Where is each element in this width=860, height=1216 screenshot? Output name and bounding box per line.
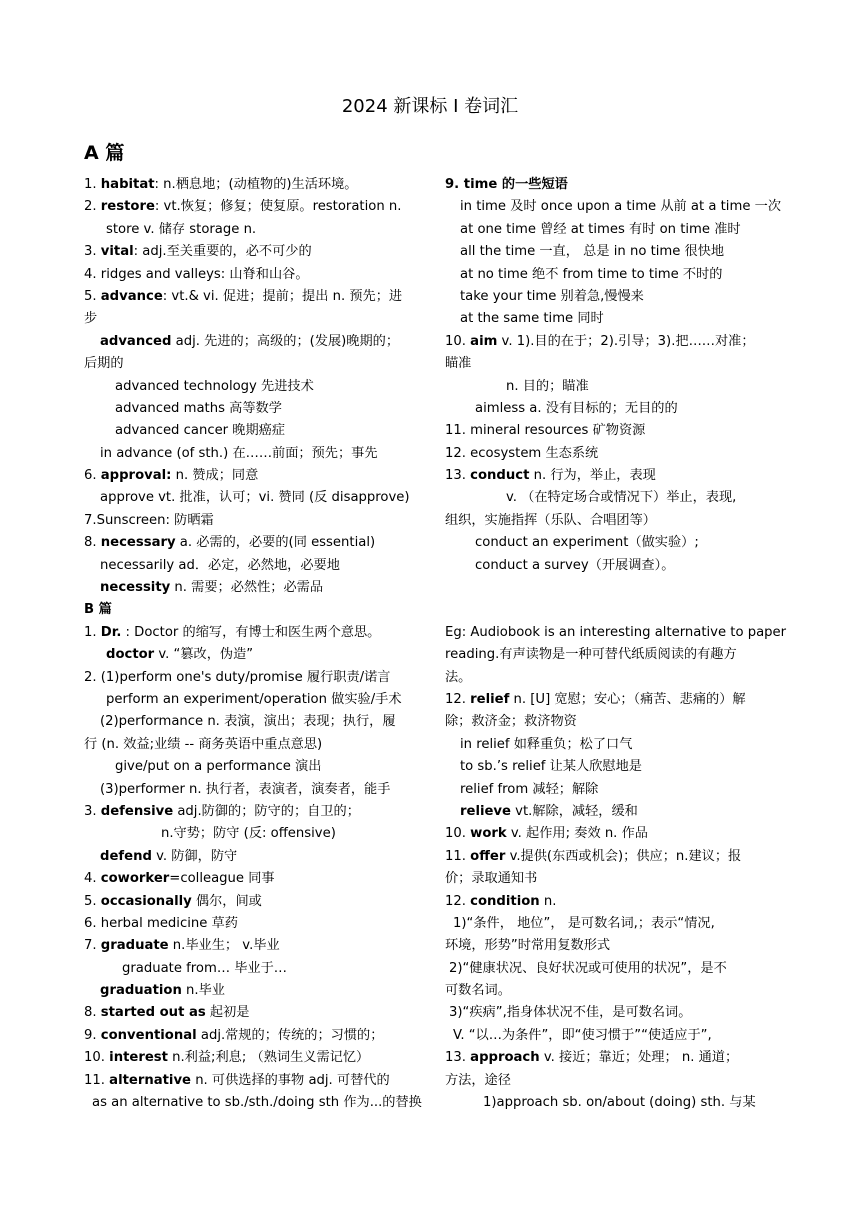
vocab-text: 11. mineral resources 矿物资源 xyxy=(445,423,646,439)
vocab-text: v. 起作用; 奏效 n. 作品 xyxy=(506,826,648,842)
vocab-line xyxy=(84,487,416,509)
vocab-text: : vt.& vi. 促进；提前；提出 n. 预先；进 xyxy=(162,288,403,304)
vocab-text: 10. xyxy=(84,1050,110,1066)
vocab-line xyxy=(84,1025,416,1047)
vocab-line xyxy=(84,510,416,532)
vocab-line xyxy=(84,935,416,957)
vocab-line xyxy=(445,286,777,308)
vocab-term: defend xyxy=(100,848,152,864)
vocab-text: 法。 xyxy=(445,669,472,685)
vocab-text: perform an experiment/operation 做实验/手术 xyxy=(106,691,402,707)
vocab-text: 9. xyxy=(84,1027,101,1043)
vocab-text: 价；录取通知书 xyxy=(445,871,538,887)
vocab-text: 6. herbal medicine 草药 xyxy=(84,915,238,931)
vocab-line xyxy=(84,779,416,801)
vocab-text: 偶尔，间或 xyxy=(191,893,262,909)
vocab-line xyxy=(84,868,416,890)
vocab-text: 1)approach sb. on/about (doing) sth. 与某 xyxy=(483,1095,756,1111)
vocab-text: as an alternative to sb./sth./doing sth 作为...的替换 xyxy=(92,1095,422,1111)
vocab-text: 6. xyxy=(84,468,101,484)
vocab-line xyxy=(445,174,777,196)
vocab-text: 7.Sunscreen: 防晒霜 xyxy=(84,512,214,528)
vocab-term: relief xyxy=(470,691,510,707)
vocab-term: occasionally xyxy=(100,893,192,909)
vocab-term: Dr. xyxy=(100,624,122,640)
vocab-term: habitat xyxy=(100,177,155,192)
vocab-term: relieve xyxy=(460,803,511,819)
vocab-term: defensive xyxy=(100,803,174,819)
vocab-term: conduct xyxy=(470,468,530,484)
vocab-line xyxy=(84,398,416,420)
vocab-text: 3. xyxy=(84,244,101,260)
vocab-line xyxy=(84,286,416,308)
vocab-line xyxy=(445,734,777,756)
vocab-text: v. 防御，防守 xyxy=(151,848,238,864)
vocab-term: necessary xyxy=(100,535,176,551)
vocab-text: n. 目的；瞄准 xyxy=(506,378,589,394)
vocab-text: n.毕业 xyxy=(181,983,225,999)
vocab-text: necessarily ad．必定，必然地，必要地 xyxy=(100,557,340,573)
vocab-text: advanced cancer 晚期癌症 xyxy=(115,423,286,439)
vocab-line xyxy=(445,487,777,509)
vocab-text: v. （在特定场合或情况下）举止，表现, xyxy=(506,490,737,506)
vocab-line xyxy=(445,913,777,935)
vocab-line xyxy=(84,622,416,644)
vocab-text: to sb.’s relief 让某人欣慰地是 xyxy=(460,759,642,775)
vocab-text: 8. xyxy=(84,1005,101,1021)
vocab-term: interest xyxy=(109,1050,168,1066)
vocab-text: give/put on a performance 演出 xyxy=(115,759,322,775)
left-column xyxy=(84,174,422,1114)
vocab-text: 7. xyxy=(84,938,101,954)
vocab-line xyxy=(445,667,777,689)
vocab-text: reading.有声读物是一种可替代纸质阅读的有趣方 xyxy=(445,647,737,663)
vocab-text: relief from 减轻；解除 xyxy=(460,781,599,797)
vocab-line xyxy=(84,756,416,778)
vocab-text: store v. 储存 storage n. xyxy=(106,221,257,237)
vocab-text: 3)“疾病”,指身体状况不佳，是可数名词。 xyxy=(449,1005,692,1021)
vocab-text: at one time 曾经 at times 有时 on time 准时 xyxy=(460,221,741,237)
vocab-line xyxy=(445,196,782,218)
vocab-text: 12. ecosystem 生态系统 xyxy=(445,445,599,461)
vocab-text: (3)performer n. 执行者，表演者，演奏者，能手 xyxy=(100,781,391,797)
vocab-text: at no time 绝不 from time to time 不时的 xyxy=(460,266,723,282)
vocab-line xyxy=(445,555,777,577)
vocab-text: n.利益;利息; （熟词生义需记忆） xyxy=(167,1050,370,1066)
vocab-line xyxy=(84,308,416,330)
vocab-line xyxy=(445,353,777,375)
vocab-line xyxy=(84,241,416,263)
vocab-text: adj.常规的；传统的；习惯的； xyxy=(196,1027,384,1043)
vocab-line xyxy=(84,667,416,689)
vocab-line xyxy=(445,1070,777,1092)
vocab-text: in time 及时 once upon a time 从前 at a time 一次 xyxy=(460,199,782,215)
vocab-text: 4. xyxy=(84,871,101,887)
vocab-text: aimless a. 没有目标的；无目的的 xyxy=(475,400,678,416)
vocab-text: 2. (1)perform one's duty/promise 履行职责/诺言 xyxy=(84,669,391,685)
vocab-text: n. 可供选择的事物 adj. 可替代的 xyxy=(191,1072,390,1088)
vocab-text: V. “以…为条件”，即“使习惯于”“使适应于”, xyxy=(453,1027,712,1043)
vocab-line xyxy=(445,376,777,398)
vocab-text: take your time 别着急,慢慢来 xyxy=(460,288,644,304)
vocab-text: 1)“条件， 地位”， 是可数名词,；表示“情况, xyxy=(453,915,715,931)
vocab-line xyxy=(84,689,416,711)
vocab-line xyxy=(84,734,416,756)
vocab-text: advanced maths 高等数学 xyxy=(115,400,282,416)
vocab-term: doctor xyxy=(106,647,155,663)
vocab-line xyxy=(84,823,416,845)
vocab-text: n.守势；防守 (反: offensive) xyxy=(161,826,336,842)
vocab-line xyxy=(445,398,777,420)
vocab-text: at the same time 同时 xyxy=(460,311,604,327)
vocab-text: graduate from… 毕业于… xyxy=(122,960,287,976)
vocab-term: B 篇 xyxy=(84,602,112,618)
vocab-text: : n.栖息地；(动植物的)生活环境。 xyxy=(154,177,358,192)
vocab-line xyxy=(84,465,416,487)
vocab-term: 9. time 的一些短语 xyxy=(445,177,568,192)
vocab-line xyxy=(445,241,777,263)
vocab-term: coworker xyxy=(100,871,170,887)
vocab-line xyxy=(84,1047,416,1069)
vocab-term: aim xyxy=(470,333,498,349)
vocab-text: conduct a survey（开展调查）。 xyxy=(475,557,675,573)
vocab-term: graduate xyxy=(100,938,169,954)
vocab-text: approve vt. 批准，认可；vi. 赞同 (反 disapprove) xyxy=(100,490,410,506)
vocab-line xyxy=(445,622,787,644)
vocab-text: 8. xyxy=(84,535,101,551)
vocab-term: necessity xyxy=(100,580,171,596)
vocab-text: 11. xyxy=(445,848,471,864)
vocab-text: 步 xyxy=(84,311,98,327)
vocab-text: 起初是 xyxy=(205,1005,250,1021)
vocab-line xyxy=(445,756,777,778)
vocab-text: n. xyxy=(539,893,557,909)
vocab-text: 3. xyxy=(84,803,101,819)
vocab-text: 5. xyxy=(84,288,101,304)
vocab-line xyxy=(445,868,777,890)
vocab-line xyxy=(445,1092,777,1114)
vocab-text: 10. xyxy=(445,826,471,842)
vocab-term: advance xyxy=(100,288,163,304)
vocab-line xyxy=(445,935,777,957)
vocab-line xyxy=(84,420,416,442)
vocab-line xyxy=(445,779,777,801)
vocab-line xyxy=(84,1002,416,1024)
vocab-line xyxy=(445,420,777,442)
vocab-line xyxy=(445,331,777,353)
vocab-text: =colleague 同事 xyxy=(169,871,275,887)
vocab-term: condition xyxy=(470,893,540,909)
vocab-line xyxy=(445,644,777,666)
vocab-line xyxy=(84,174,416,196)
vocab-line xyxy=(84,711,416,733)
vocab-text: 13. xyxy=(445,468,471,484)
vocab-text: 10. xyxy=(445,333,471,349)
vocab-line xyxy=(445,711,777,733)
vocab-line xyxy=(445,532,777,554)
vocab-text: 1. xyxy=(84,624,101,640)
vocab-text: 行 (n. 效益;业绩 -- 商务英语中重点意思) xyxy=(84,736,323,752)
vocab-text: v.提供(东西或机会)；供应；n.建议；报 xyxy=(505,848,742,864)
vocab-line xyxy=(445,219,777,241)
vocab-line xyxy=(445,1002,777,1024)
page-title: 2024 新课标 I 卷词汇 xyxy=(341,96,519,117)
vocab-line xyxy=(445,689,777,711)
section-a-heading: A 篇 xyxy=(84,142,125,164)
vocab-text: 后期的 xyxy=(84,356,124,372)
vocab-text: vt.解除，减轻，缓和 xyxy=(510,803,638,819)
vocab-line xyxy=(445,599,777,621)
vocab-line xyxy=(445,823,777,845)
vocab-line xyxy=(84,219,416,241)
vocab-text: v. 接近；靠近；处理； n. 通道； xyxy=(539,1050,739,1066)
vocab-term: advanced xyxy=(100,333,172,349)
vocab-line xyxy=(84,353,416,375)
right-column xyxy=(445,174,787,1114)
vocab-line xyxy=(445,958,777,980)
vocab-line xyxy=(445,264,777,286)
vocab-text: 13. xyxy=(445,1050,471,1066)
vocab-text: in advance (of sth.) 在……前面；预先；事先 xyxy=(100,445,378,461)
vocab-term: vital xyxy=(100,244,134,260)
vocab-text: 组织，实施指挥（乐队、合唱团等） xyxy=(445,512,656,528)
vocab-text: 1. xyxy=(84,177,101,192)
vocab-line xyxy=(84,577,416,599)
vocab-text: 4. ridges and valleys: 山脊和山谷。 xyxy=(84,266,309,282)
vocab-text: n. 行为，举止，表现 xyxy=(529,468,656,484)
vocab-text: 2)“健康状况、良好状况或可使用的状况”，是不 xyxy=(449,960,727,976)
vocab-text: v. 1).目的在于；2).引导；3).把……对准； xyxy=(497,333,755,349)
vocab-term: offer xyxy=(470,848,506,864)
vocab-line xyxy=(84,644,416,666)
vocab-text: a. 必需的，必要的(同 essential) xyxy=(175,535,376,551)
vocab-text: : adj.至关重要的，必不可少的 xyxy=(133,244,312,260)
vocab-term: work xyxy=(470,826,507,842)
vocab-line xyxy=(84,891,416,913)
vocab-term: approach xyxy=(470,1050,540,1066)
vocab-text: (2)performance n. 表演，演出；表现；执行，履 xyxy=(100,714,396,730)
vocab-line xyxy=(84,264,416,286)
vocab-text: conduct an experiment（做实验）; xyxy=(475,535,699,551)
vocab-term: started out as xyxy=(100,1005,206,1021)
vocab-line xyxy=(84,1070,416,1092)
vocab-term: conventional xyxy=(100,1027,197,1043)
section-heading xyxy=(84,599,416,621)
vocab-text: 除；救济金；救济物资 xyxy=(445,714,577,730)
vocab-text: : Doctor 的缩写，有博士和医生两个意思。 xyxy=(121,624,381,640)
vocab-text: n.毕业生； v.毕业 xyxy=(168,938,280,954)
vocab-line xyxy=(84,846,416,868)
vocab-text: 12. xyxy=(445,893,471,909)
vocab-text: 方法，途径 xyxy=(445,1072,511,1088)
vocab-text: Eg: Audiobook is an interesting alternative to paper xyxy=(445,624,787,640)
vocab-line xyxy=(84,980,416,1002)
vocab-text: v. “篡改，伪造” xyxy=(154,647,254,663)
vocab-line xyxy=(84,555,416,577)
vocab-line xyxy=(84,331,416,353)
vocab-text: 瞄准 xyxy=(445,356,472,372)
vocab-text: 5. xyxy=(84,893,101,909)
vocab-line xyxy=(445,465,777,487)
vocab-line xyxy=(445,577,777,599)
vocab-line xyxy=(84,376,416,398)
vocab-text: 环境，形势”时常用复数形式 xyxy=(445,938,611,954)
vocab-text: 2. xyxy=(84,199,101,215)
vocab-line xyxy=(445,801,777,823)
vocab-text: adj.防御的；防守的；自卫的； xyxy=(173,803,360,819)
vocab-term: graduation xyxy=(100,983,182,999)
vocab-text: : vt.恢复；修复；使复原。restoration n. xyxy=(154,199,402,215)
vocab-line xyxy=(84,196,416,218)
vocab-text: in relief 如释重负；松了口气 xyxy=(460,736,633,752)
vocab-line xyxy=(84,443,416,465)
vocab-text: n. 赞成；同意 xyxy=(171,468,259,484)
vocab-line xyxy=(445,980,777,1002)
vocab-line xyxy=(445,891,777,913)
vocab-text: 11. xyxy=(84,1072,110,1088)
vocab-line xyxy=(84,801,416,823)
vocab-line xyxy=(445,443,777,465)
vocab-text: advanced technology 先进技术 xyxy=(115,378,314,394)
vocab-line xyxy=(84,532,416,554)
vocab-line xyxy=(84,958,416,980)
vocab-line xyxy=(445,308,777,330)
vocab-line xyxy=(445,846,777,868)
vocab-text: all the time 一直， 总是 in no time 很快地 xyxy=(460,244,725,260)
vocab-line xyxy=(445,510,777,532)
vocab-line xyxy=(84,1092,422,1114)
vocab-line xyxy=(445,1047,777,1069)
vocab-line xyxy=(84,913,416,935)
vocab-text: adj. 先进的；高级的；(发展)晚期的； xyxy=(171,333,400,349)
vocab-text: n. 需要；必然性；必需品 xyxy=(170,580,324,596)
vocab-text: 可数名词。 xyxy=(445,983,511,999)
vocab-term: restore xyxy=(100,199,155,215)
vocab-term: approval: xyxy=(100,468,172,484)
vocab-line xyxy=(445,1025,777,1047)
vocab-text: n. [U] 宽慰；安心；（痛苦、悲痛的）解 xyxy=(509,691,746,707)
vocab-term: alternative xyxy=(109,1072,191,1088)
vocab-text: 12. xyxy=(445,691,471,707)
